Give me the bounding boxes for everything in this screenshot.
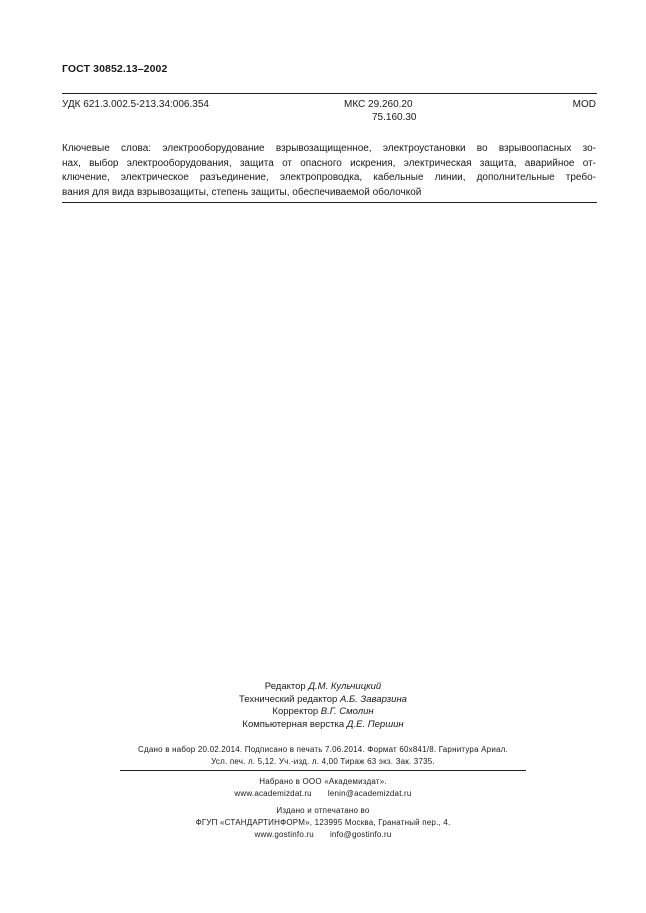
publisher-contacts — [0, 788, 646, 800]
keywords-line: нах, выбор электрооборудования, защита от опасного искрения, электрическая защита, аварийное от- — [62, 157, 596, 169]
keywords-line: Ключевые слова: электрооборудование взрывозащищенное, электроустановки во взрывоопасных зо- — [62, 143, 596, 154]
top-divider — [62, 93, 597, 94]
printer-line: ФГУП «СТАНДАРТИНФОРМ», 123995 Москва, Гранатный пер., 4. — [195, 818, 451, 827]
publisher-block — [0, 776, 646, 800]
corrector-line — [0, 706, 646, 719]
document-title: ГОСТ 30852.13–2002 — [62, 63, 168, 75]
publisher-line: Набрано в ООО «Академиздат». — [259, 777, 387, 786]
mod-label: MOD — [572, 99, 596, 110]
printer-contacts — [0, 829, 646, 841]
printer-email: info@gostinfo.ru — [329, 830, 392, 839]
keywords-divider — [62, 202, 597, 203]
publisher-website: www.academizdat.ru — [234, 789, 312, 798]
mks-code-1: МКС 29.260.20 — [344, 99, 413, 110]
printer-line: Издано и отпечатано во — [276, 806, 370, 815]
tech-editor-label: Технический редактор — [239, 693, 338, 705]
tech-editor-name: А.Б. Заварзина — [339, 693, 407, 705]
editor-name: Д.М. Кульчицкий — [308, 681, 382, 692]
tech-editor-line — [0, 694, 646, 707]
print-info-line: Сдано в набор 20.02.2014. Подписано в печать 7.06.2014. Формат 60х841/8. Гарнитура Ариал. — [138, 745, 508, 754]
keywords-line: ключение, электрическое разъединение, электропроводка, кабельные линии, дополнительные требо- — [62, 172, 596, 184]
print-info — [0, 744, 646, 768]
editor-label: Редактор — [264, 681, 306, 692]
udk-code: УДК 621.3.002.5-213.34:006.354 — [62, 99, 209, 110]
layout-line — [0, 719, 646, 732]
credits-block — [0, 681, 646, 731]
keywords-line: вания для вида взрывозащиты, степень защиты, обеспечиваемой оболочкой — [62, 186, 422, 198]
layout-name: Д.Е. Першин — [346, 718, 404, 730]
corrector-label: Корректор — [272, 706, 319, 717]
publisher-email: lenin@academizdat.ru — [327, 789, 412, 798]
imprint-divider — [120, 770, 526, 771]
mks-codes — [344, 98, 417, 124]
printer-website: www.gostinfo.ru — [254, 830, 314, 839]
layout-label: Компьютерная верстка — [242, 718, 345, 730]
printer-block — [0, 805, 646, 841]
mks-code-2: 75.160.30 — [372, 112, 417, 123]
editor-line — [0, 681, 646, 694]
keywords-paragraph — [62, 142, 596, 200]
print-info-line: Усл. печ. л. 5,12. Уч.-изд. л. 4,00 Тираж 63 экз. Зак. 3735. — [211, 757, 435, 766]
corrector-name: В.Г. Смолин — [320, 706, 374, 717]
